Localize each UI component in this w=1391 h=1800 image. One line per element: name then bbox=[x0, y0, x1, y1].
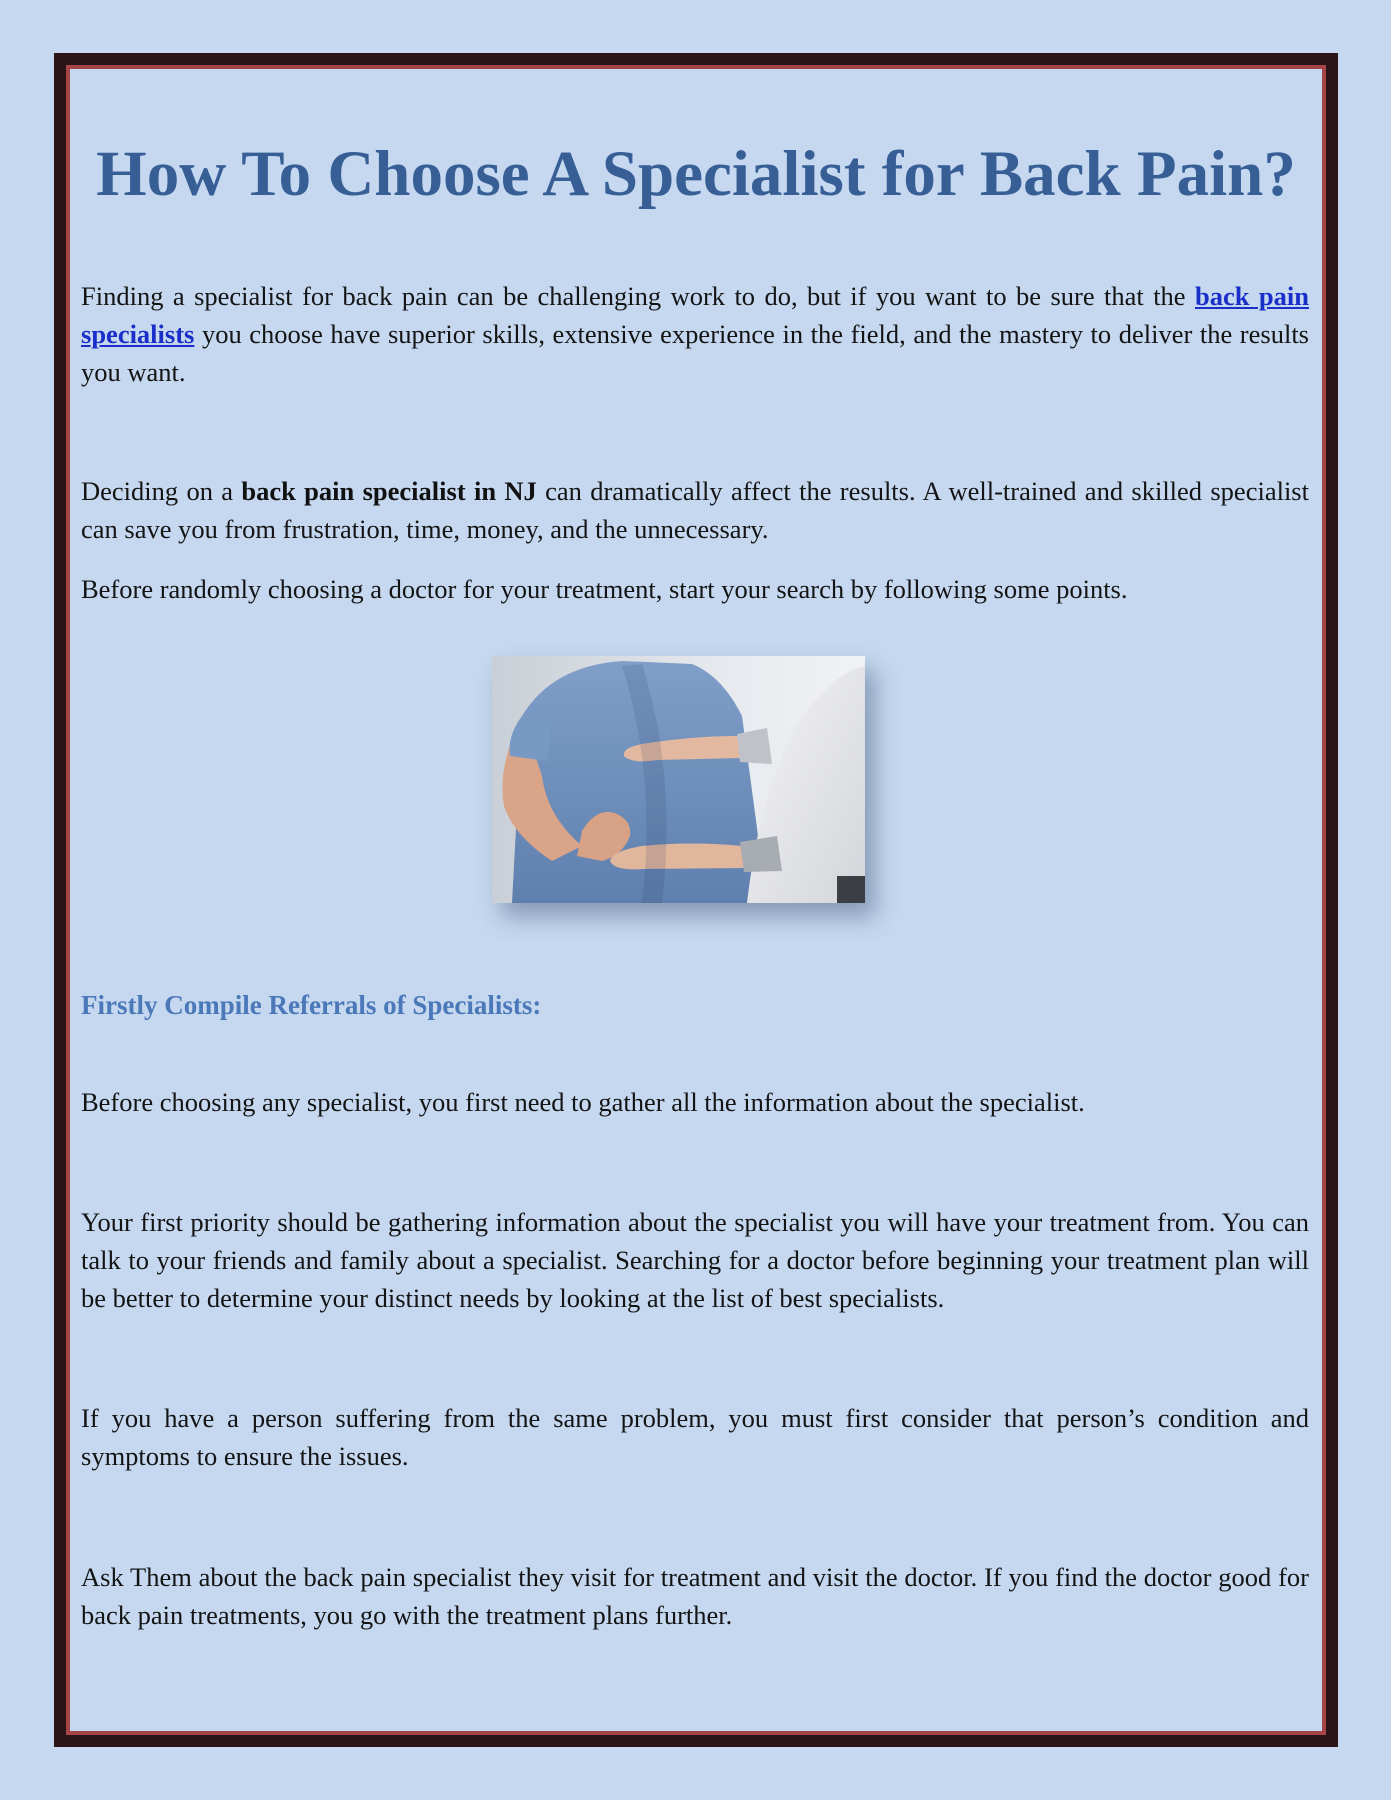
intro-paragraph bbox=[81, 277, 1309, 391]
section-heading: Firstly Compile Referrals of Specialists: bbox=[81, 990, 542, 1020]
deciding-text-start: Deciding on a bbox=[81, 476, 242, 506]
paragraph-ask-them: Ask Them about the back pain specialist they visit for treatment and visit the doctor. If you find the doctor good for back pain treatments, you go with the treatment plans further. bbox=[81, 1562, 1309, 1630]
paragraph-same-problem: If you have a person suffering from the same problem, you must first consider that person’s condition and symptoms to ensure the issues. bbox=[81, 1403, 1309, 1471]
page-title: How To Choose A Specialist for Back Pain? bbox=[96, 138, 1296, 210]
back-pain-photo bbox=[492, 656, 865, 903]
back-pain-specialists-link[interactable]: back pain specialists bbox=[81, 281, 1309, 349]
deciding-bold-text: back pain specialist in NJ bbox=[241, 476, 537, 506]
back-pain-illustration bbox=[492, 656, 865, 903]
deciding-text-end: can dramatically affect the results. A well-trained and skilled specialist can save you from frustration, time, money, and the unnecessary. bbox=[81, 476, 1309, 544]
paragraph-first-priority: Your first priority should be gathering information about the specialist you will have your treatment from. You can talk to your friends and family about a specialist. Searching for a doctor before beginning your treatment plan will be better to determine your distinct needs by looking at the list of best specialists. bbox=[81, 1207, 1309, 1313]
intro-text-start: Finding a specialist for back pain can be challenging work to do, but if you want to be sure that the bbox=[81, 281, 1195, 311]
paragraph-gather-info: Before choosing any specialist, you first need to gather all the information about the specialist. bbox=[81, 1087, 1085, 1117]
before-paragraph: Before randomly choosing a doctor for your treatment, start your search by following some points. bbox=[81, 574, 1128, 604]
deciding-paragraph bbox=[81, 472, 1309, 548]
intro-text-end: you choose have superior skills, extensive experience in the field, and the mastery to deliver the results you want. bbox=[81, 319, 1309, 387]
